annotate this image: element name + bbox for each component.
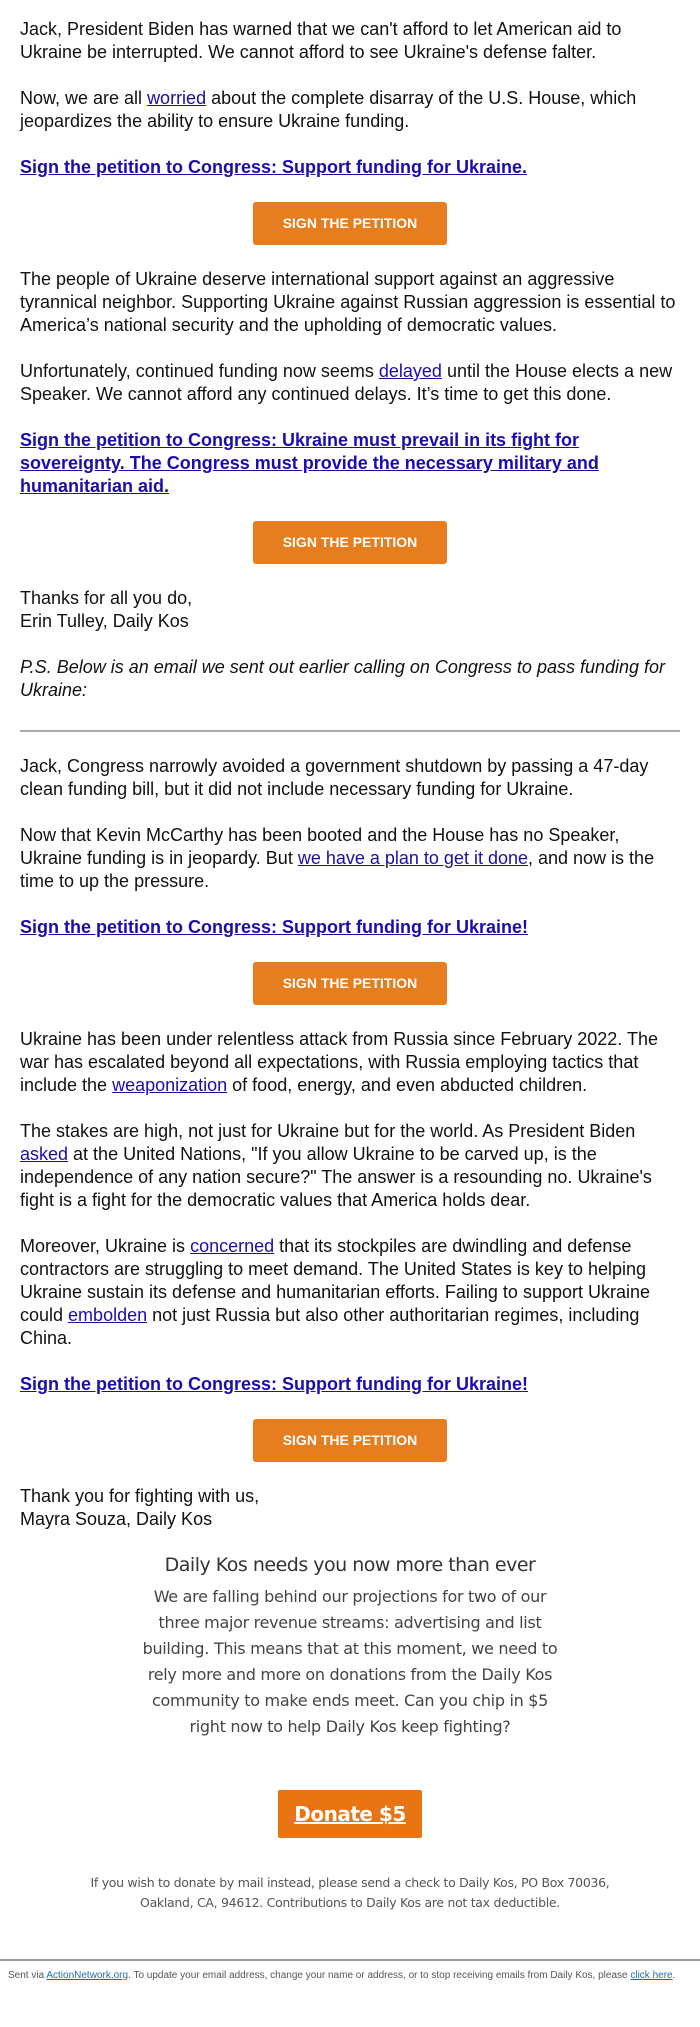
donate-button[interactable]: Donate $5 (278, 1790, 422, 1838)
paragraph (20, 1235, 680, 1350)
petition-link[interactable]: Sign the petition to Congress: Support funding for Ukraine. (20, 157, 527, 177)
text: . To update your email address, change your name or address, or to stop receiving emails from Daily Kos, please (128, 1970, 631, 1981)
donate-section (0, 1554, 700, 1913)
petition-link[interactable]: Sign the petition to Congress: Support funding for Ukraine! (20, 917, 528, 937)
text: , and now is the time to up the pressure. (20, 848, 655, 891)
signoff: Thank you for fighting with us, (20, 1486, 260, 1506)
weaponization-link[interactable]: weaponization (112, 1075, 228, 1095)
text: at the United Nations, "If you allow Ukraine to be carved up, is the independence of any nation secure?" The answer is a resounding no. Ukraine's fight is a fight for the democratic values that America holds dear. (20, 1144, 652, 1210)
sign-petition-button[interactable]: SIGN THE PETITION (253, 1419, 447, 1462)
signature (20, 587, 680, 633)
text: Sent via (8, 1970, 47, 1981)
paragraph: Jack, President Biden has warned that we can't afford to let American aid to Ukraine be interrupted. We cannot afford to see Ukraine's defense falter. (20, 19, 622, 62)
text: Now that Kevin McCarthy has been booted and the House has no Speaker, Ukraine funding is in jeopardy. But (20, 825, 620, 868)
paragraph: The people of Ukraine deserve international support against an aggressive tyrannical neighbor. Supporting Ukraine against Russian aggression is essential to America’s national security and the upholding of democratic values. (20, 269, 676, 335)
text: The stakes are high, not just for Ukraine but for the world. As President Biden (20, 1121, 636, 1141)
text: Now, we are all (20, 88, 148, 108)
plan-link[interactable]: we have a plan to get it done (297, 848, 528, 868)
paragraph (20, 1028, 680, 1097)
text: of food, energy, and even abducted children. (227, 1075, 588, 1095)
asked-link[interactable]: asked (20, 1144, 69, 1164)
text: that its stockpiles are dwindling and defense contractors are struggling to meet demand. The United States is key to helping Ukraine sustain its defense and humanitarian efforts. Failing to support Ukraine could (20, 1236, 651, 1325)
actionnetwork-link[interactable]: ActionNetwork.org (46, 1970, 129, 1981)
sign-petition-button[interactable]: SIGN THE PETITION (253, 202, 447, 245)
signer: Mayra Souza, Daily Kos (20, 1509, 213, 1529)
footer (0, 1959, 700, 1990)
paragraph (20, 1120, 680, 1212)
paragraph (20, 824, 680, 893)
text: about the complete disarray of the U.S. House, which jeopardizes the ability to ensure Ukraine funding. (20, 88, 637, 131)
paragraph: Jack, Congress narrowly avoided a government shutdown by passing a 47-day clean funding bill, but it did not include necessary funding for Ukraine. (20, 756, 649, 799)
paragraph (20, 87, 680, 133)
paragraph (20, 360, 680, 406)
embolden-link[interactable]: embolden (68, 1305, 148, 1325)
petition-link[interactable]: Sign the petition to Congress: Support funding for Ukraine! (20, 1374, 528, 1394)
text: until the House elects a new Speaker. We cannot afford any continued delays. It’s time to get this done. (20, 361, 673, 404)
donate-text: We are falling behind our projections for two of our three major revenue streams: advertising and list building. This means that at this moment, we need to rely more and more on donations from the Daily Kos community to make ends meet. Can you chip in $5 right now to help Daily Kos keep fighting? (142, 1587, 558, 1736)
divider (20, 730, 680, 732)
text: . (672, 1970, 676, 1981)
text: Unfortunately, continued funding now seems (20, 361, 379, 381)
unsubscribe-link[interactable]: click here (630, 1970, 673, 1981)
donate-heading: Daily Kos needs you now more than ever (164, 1554, 536, 1576)
postscript: P.S. Below is an email we sent out earlier calling on Congress to pass funding for Ukraine: (20, 657, 666, 700)
concerned-link[interactable]: concerned (190, 1236, 275, 1256)
delayed-link[interactable]: delayed (378, 361, 442, 381)
petition-link[interactable]: Sign the petition to Congress: Ukraine must prevail in its fight for sovereignty. The Congress must provide the necessary military and humanitarian aid. (20, 430, 599, 496)
mail-donation-note: If you wish to donate by mail instead, please send a check to Daily Kos, PO Box 70036, Oakland, CA, 94612. Contributions to Daily Kos are not tax deductible. (90, 1875, 610, 1910)
signature (20, 1485, 680, 1531)
worried-link[interactable]: worried (147, 88, 207, 108)
text: Ukraine has been under relentless attack from Russia since February 2022. The war has escalated beyond all expectations, with Russia employing tactics that include the (20, 1029, 658, 1095)
sign-petition-button[interactable]: SIGN THE PETITION (253, 521, 447, 564)
signoff: Thanks for all you do, (20, 588, 193, 608)
sign-petition-button[interactable]: SIGN THE PETITION (253, 962, 447, 1005)
text: Moreover, Ukraine is (20, 1236, 191, 1256)
signer: Erin Tulley, Daily Kos (20, 611, 189, 631)
text: not just Russia but also other authoritarian regimes, including China. (20, 1305, 640, 1348)
